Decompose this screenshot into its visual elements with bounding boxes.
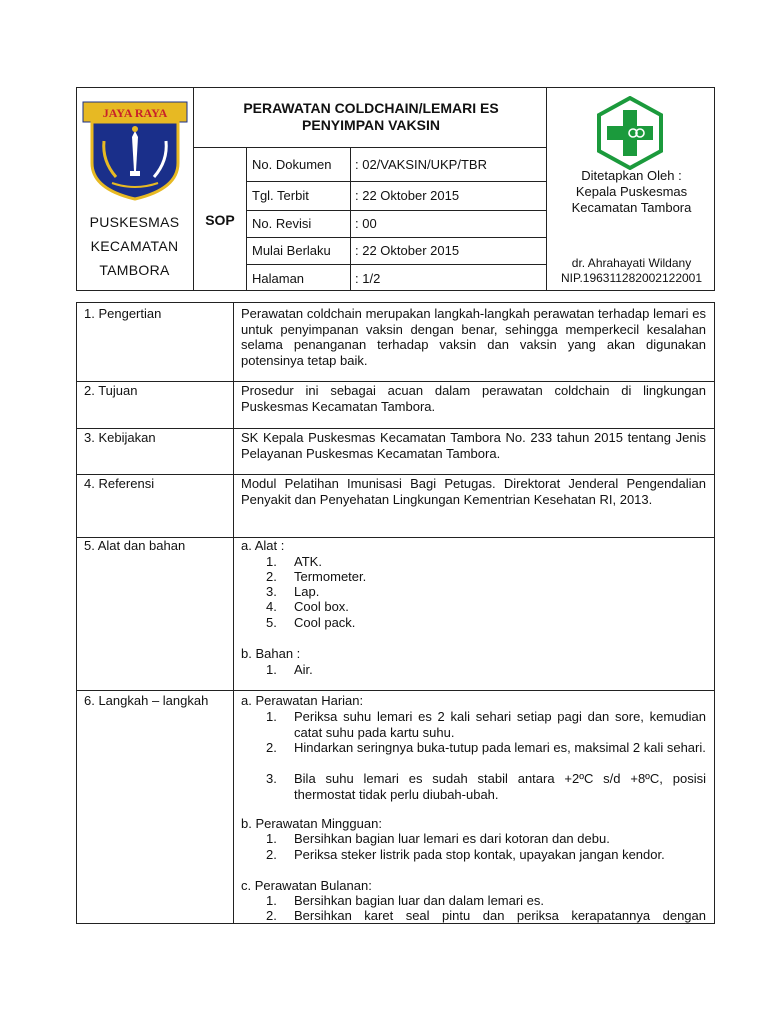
section-label-kebijakan: 3. Kebijakan — [84, 430, 156, 445]
section-text-pengertian: Perawatan coldchain merupakan langkah-langkah perawatan terhadap lemari es untuk penyimpanan vaksin dengan benar, sehingga memperkecil kesalahan selama penanganan terhadap vaksin dan vaksin yang akan digunakan potensinya tetap baik. — [241, 306, 706, 368]
header-divider — [246, 237, 546, 238]
puskesmas-cross-icon — [596, 96, 664, 170]
list-number: 3. — [266, 584, 277, 599]
meta-label-mulai-berlaku: Mulai Berlaku — [252, 243, 331, 258]
list-number: 5. — [266, 615, 277, 630]
list-item: Bersihkan karet seal pintu dan periksa kerapatannya dengan — [294, 908, 706, 923]
institution-name: PUSKESMAS KECAMATAN TAMBORA — [89, 214, 180, 278]
harian-heading: a. Perawatan Harian: — [241, 693, 364, 708]
list-number: 1. — [266, 893, 277, 908]
meta-value-mulai-berlaku: : 22 Oktober 2015 — [355, 243, 460, 258]
body-divider — [76, 428, 715, 429]
list-item: Bersihkan bagian luar dan dalam lemari es. — [294, 893, 545, 908]
list-number: 2. — [266, 569, 277, 584]
document-title: PERAWATAN COLDCHAIN/LEMARI ES PENYIMPAN VAKSIN — [243, 100, 499, 133]
jakarta-emblem-logo — [82, 101, 188, 201]
signatory-nip: NIP.196311282002122001 — [560, 271, 703, 285]
mingguan-heading: b. Perawatan Mingguan: — [241, 816, 382, 831]
meta-value-no-revisi: : 00 — [355, 216, 377, 231]
header-divider — [546, 87, 547, 291]
bahan-heading: b. Bahan : — [241, 646, 301, 661]
sop-label: SOP — [205, 212, 235, 228]
section-label-langkah: 6. Langkah – langkah — [84, 693, 209, 708]
section-text-referensi: Modul Pelatihan Imunisasi Bagi Petugas. Direktorat Jenderal Pengendalian Penyakit dan Penyehatan Lingkungan Kementrian Kesehatan RI, 2013. — [241, 476, 706, 507]
list-item: Lap. — [294, 584, 320, 599]
section-label-referensi: 4. Referensi — [84, 476, 155, 491]
list-item: Cool pack. — [294, 615, 356, 630]
list-item: Bila suhu lemari es sudah stabil antara +2ºC s/d +8ºC, posisi thermostat tidak perlu diubah-ubah. — [294, 771, 706, 802]
section-label-pengertian: 1. Pengertian — [84, 306, 162, 321]
list-item: ATK. — [294, 554, 322, 569]
list-item: Periksa steker listrik pada stop kontak, upayakan jangan kendor. — [294, 847, 665, 862]
meta-value-tgl-terbit: : 22 Oktober 2015 — [355, 188, 460, 203]
meta-value-no-dokumen: : 02/VAKSIN/UKP/TBR — [355, 157, 487, 172]
list-number: 3. — [266, 771, 277, 786]
list-number: 4. — [266, 599, 277, 614]
list-number: 1. — [266, 831, 277, 846]
list-number: 1. — [266, 709, 277, 724]
list-number: 1. — [266, 662, 277, 677]
meta-label-tgl-terbit: Tgl. Terbit — [252, 188, 309, 203]
alat-heading: a. Alat : — [241, 538, 285, 553]
list-number: 2. — [266, 908, 277, 923]
logo-text: JAYA RAYA — [102, 106, 168, 120]
body-divider — [76, 690, 715, 691]
section-text-kebijakan: SK Kepala Puskesmas Kecamatan Tambora No. 233 tahun 2015 tentang Jenis Pelayanan Puskesmas Kecamatan Tambora. — [241, 430, 706, 461]
body-divider — [76, 474, 715, 475]
bulanan-heading: c. Perawatan Bulanan: — [241, 878, 372, 893]
list-item: Bersihkan bagian luar lemari es dari kotoran dan debu. — [294, 831, 610, 846]
meta-label-no-dokumen: No. Dokumen — [252, 157, 332, 172]
meta-value-halaman: : 1/2 — [355, 271, 381, 286]
header-divider — [246, 210, 546, 211]
header-divider — [246, 181, 546, 182]
list-number: 2. — [266, 740, 277, 755]
list-number: 1. — [266, 554, 277, 569]
section-label-alat-bahan: 5. Alat dan bahan — [84, 538, 186, 553]
list-number: 2. — [266, 847, 277, 862]
list-item: Termometer. — [294, 569, 367, 584]
header-divider — [193, 147, 546, 148]
body-divider — [233, 302, 234, 924]
body-divider — [76, 381, 715, 382]
list-item: Hindarkan seringnya buka-tutup pada lemari es, maksimal 2 kali sehari. — [294, 740, 706, 755]
header-divider — [246, 147, 247, 291]
meta-label-halaman: Halaman — [252, 271, 305, 286]
meta-label-no-revisi: No. Revisi — [252, 216, 312, 231]
header-divider — [193, 87, 194, 291]
list-item: Air. — [294, 662, 313, 677]
approval-block: Ditetapkan Oleh : Kepala Puskesmas Kecamatan Tambora — [571, 168, 692, 215]
signatory-block — [548, 256, 715, 286]
header-divider — [246, 264, 546, 265]
list-item: Periksa suhu lemari es 2 kali sehari setiap pagi dan sore, kemudian catat suhu pada kartu suhu. — [294, 709, 706, 740]
signatory-name: dr. Ahrahayati Wildany — [571, 256, 692, 270]
section-label-tujuan: 2. Tujuan — [84, 383, 138, 398]
list-item: Cool box. — [294, 599, 349, 614]
header-divider — [350, 147, 351, 291]
section-text-tujuan: Prosedur ini sebagai acuan dalam perawatan coldchain di lingkungan Puskesmas Kecamatan Tambora. — [241, 383, 706, 414]
